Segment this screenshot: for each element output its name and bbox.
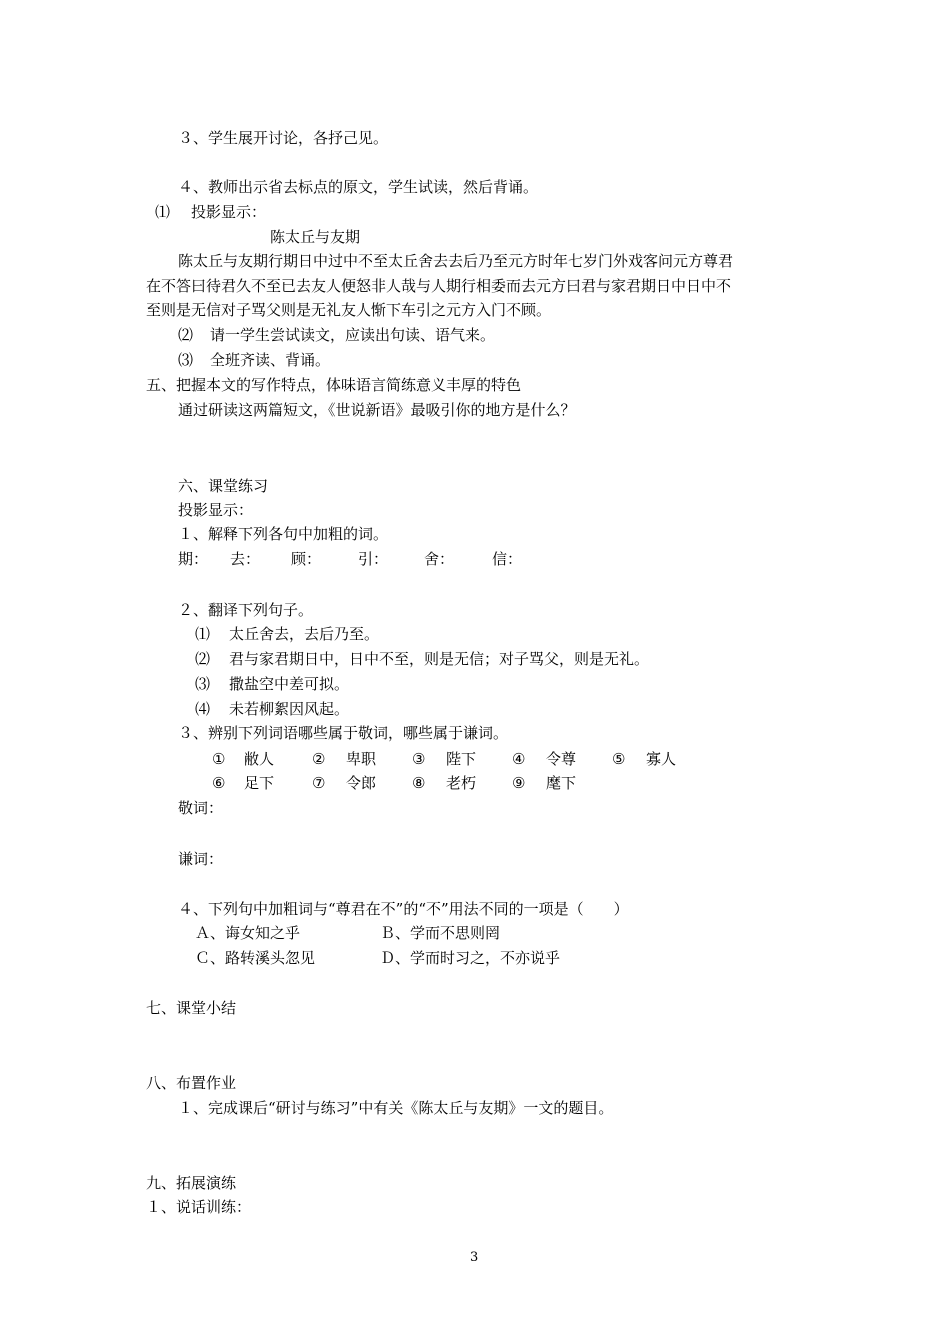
word-number: ④ [512,750,526,768]
exercise-3: ３、辨别下列词语哪些属于敬词，哪些属于谦词。 [178,724,509,742]
homework-1: １、完成课后“研讨与练习”中有关《陈太丘与友期》一文的题目。 [178,1099,614,1117]
exercise-1: １、解释下列各句中加粗的词。 [178,525,389,543]
sub-item-number: ⑵ [178,326,194,344]
word-item: 信： [492,550,523,568]
unpunctuated-text-line-1: 陈太丘与友期行期日中过中不至太丘舍去去后乃至元方时年七岁门外戏客问元方尊君 [178,252,734,270]
section-5-heading: 五、把握本文的写作特点，体味语言简练意义丰厚的特色 [146,376,522,394]
unpunctuated-text-line-3: 至则是无信对子骂父则是无礼友人惭下车引之元方入门不顾。 [146,301,552,319]
word-number: ③ [412,750,426,768]
item-text: 撒盐空中差可拟。 [229,675,350,693]
item-number: ⑷ [195,700,211,718]
word-row-2 [212,773,712,793]
item-number: ⑴ [195,625,211,643]
word-item: 舍： [424,550,455,568]
section-9-heading: 九、拓展演练 [146,1174,237,1192]
sub-item-text: 请一学生尝试读文，应读出句读、语气来。 [210,326,496,344]
word-text: 老朽 [446,774,477,792]
sub-item-text: 全班齐读、背诵。 [210,351,331,369]
item-text: 君与家君期日中，日中不至，则是无信；对子骂父，则是无礼。 [229,650,650,668]
projection-label: 投影显示： [178,501,254,519]
sub-item-number: ⑶ [178,351,194,369]
word-number: ① [212,750,226,768]
exercise-4: ４、下列句中加粗词与“尊君在不”的“不”用法不同的一项是（ ） [178,900,629,918]
word-row-1 [212,749,712,769]
word-item: 期： [178,550,209,568]
word-number: ⑦ [312,774,326,792]
word-item: 去： [230,550,261,568]
sub-item-number: ⑴ [155,203,171,221]
word-text: 麾下 [546,774,577,792]
choice-d: Ｄ、学而时习之，不亦说乎 [380,949,561,967]
speaking-training: １、说话训练： [146,1198,252,1216]
word-text: 敝人 [244,750,275,768]
word-number: ② [312,750,326,768]
humble-label: 谦词： [178,850,224,868]
choice-c: Ｃ、路转溪头忽见 [195,949,316,967]
item-text: 太丘舍去，去后乃至。 [229,625,380,643]
word-text: 足下 [244,774,275,792]
word-text: 令郎 [346,774,377,792]
word-text: 卑职 [346,750,377,768]
section-8-heading: 八、布置作业 [146,1074,237,1092]
exercise-1-words [178,549,578,569]
item-number: ⑵ [195,650,211,668]
honorific-label: 敬词： [178,799,224,817]
exercise-2: ２、翻译下列句子。 [178,601,314,619]
step-4: ４、教师出示省去标点的原文，学生试读，然后背诵。 [178,178,539,196]
item-text: 未若柳絮因风起。 [229,700,350,718]
choice-row-1 [195,923,615,943]
unpunctuated-text-line-2: 在不答曰待君久不至已去友人便怒非人哉与人期行相委而去元方曰君与家君期日中日中不 [146,277,732,295]
sub-item-text: 投影显示： [191,203,267,221]
choice-a: Ａ、诲女知之乎 [195,924,301,942]
section-7-heading: 七、课堂小结 [146,999,237,1017]
word-text: 寡人 [646,750,677,768]
step-3: ３、学生展开讨论，各抒己见。 [178,129,389,147]
text-title: 陈太丘与友期 [270,228,361,246]
word-item: 引： [358,550,389,568]
word-text: 陛下 [446,750,477,768]
section-6-heading: 六、课堂练习 [178,477,269,495]
choice-b: Ｂ、学而不思则罔 [380,924,501,942]
choice-row-2 [195,948,615,968]
section-5-question: 通过研读这两篇短文，《世说新语》最吸引你的地方是什么？ [178,401,576,419]
page-number: 3 [470,1250,479,1265]
word-number: ⑨ [512,774,526,792]
word-number: ⑧ [412,774,426,792]
word-item: 顾： [291,550,322,568]
word-number: ⑥ [212,774,226,792]
word-number: ⑤ [612,750,626,768]
word-text: 令尊 [546,750,577,768]
item-number: ⑶ [195,675,211,693]
